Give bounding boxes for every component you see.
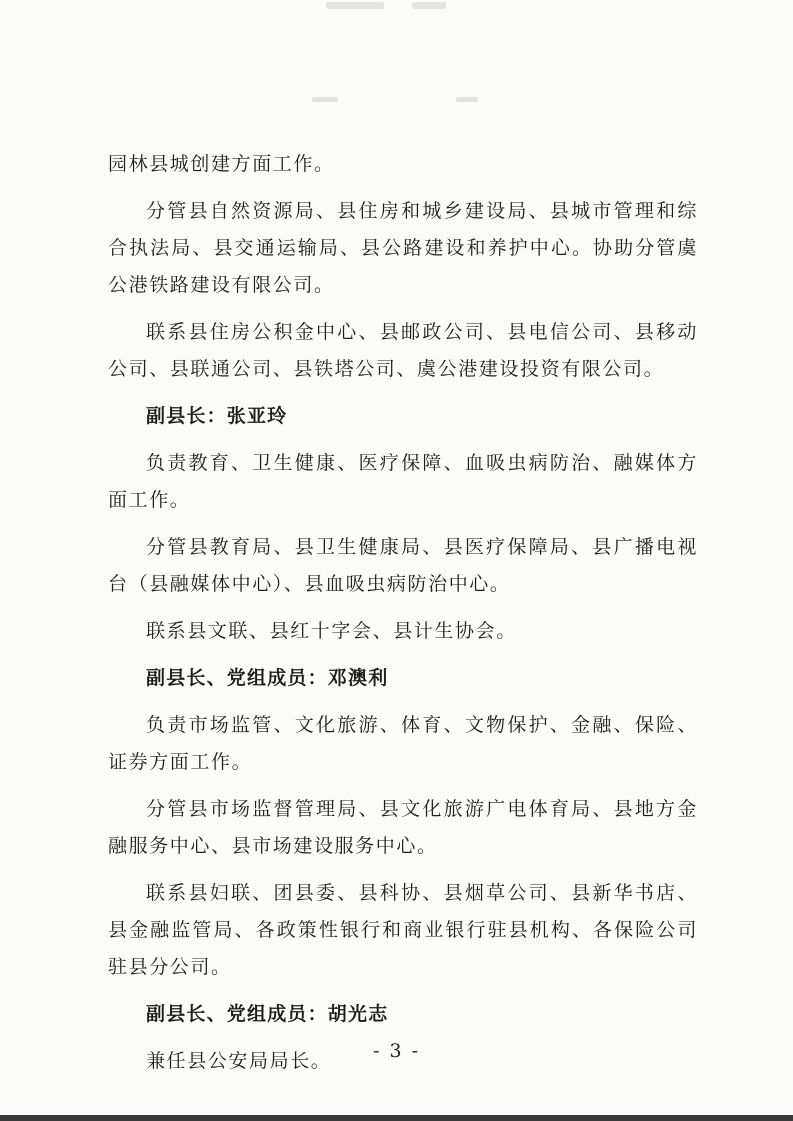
body-paragraph: 联系县妇联、团县委、县科协、县烟草公司、县新华书店、县金融监管局、各政策性银行和商业银行驻县机构、各保险公司驻县分公司。 xyxy=(108,882,698,978)
scan-mark xyxy=(312,97,338,102)
body-paragraph: 负责市场监管、文化旅游、体育、文物保护、金融、保险、证券方面工作。 xyxy=(108,714,698,773)
document-body xyxy=(108,146,698,1090)
section-heading: 副县长、党组成员：邓澳利 xyxy=(146,667,389,689)
scan-mark xyxy=(326,2,384,9)
scan-bottom-edge xyxy=(0,1115,793,1121)
body-paragraph: 负责教育、卫生健康、医疗保障、血吸虫病防治、融媒体方面工作。 xyxy=(108,452,698,511)
section-heading: 副县长、党组成员：胡光志 xyxy=(146,1003,389,1025)
body-paragraph: 兼任县公安局局长。 xyxy=(146,1050,332,1072)
page-number: - 3 - xyxy=(372,1040,420,1062)
body-paragraph: 分管县市场监督管理局、县文化旅游广电体育局、县地方金融服务中心、县市场建设服务中心。 xyxy=(108,798,698,857)
scan-mark xyxy=(456,97,478,102)
body-paragraph: 联系县文联、县红十字会、县计生协会。 xyxy=(146,620,517,642)
body-paragraph: 联系县住房公积金中心、县邮政公司、县电信公司、县移动公司、县联通公司、县铁塔公司、虞公港建设投资有限公司。 xyxy=(108,321,698,380)
section-heading: 副县长：张亚玲 xyxy=(146,405,288,427)
body-paragraph: 分管县自然资源局、县住房和城乡建设局、县城市管理和综合执法局、县交通运输局、县公路建设和养护中心。协助分管虞公港铁路建设有限公司。 xyxy=(108,200,698,296)
body-paragraph: 园林县城创建方面工作。 xyxy=(108,153,335,175)
scan-mark xyxy=(412,2,446,9)
body-paragraph: 分管县教育局、县卫生健康局、县医疗保障局、县广播电视台（县融媒体中心）、县血吸虫病防治中心。 xyxy=(108,536,698,595)
